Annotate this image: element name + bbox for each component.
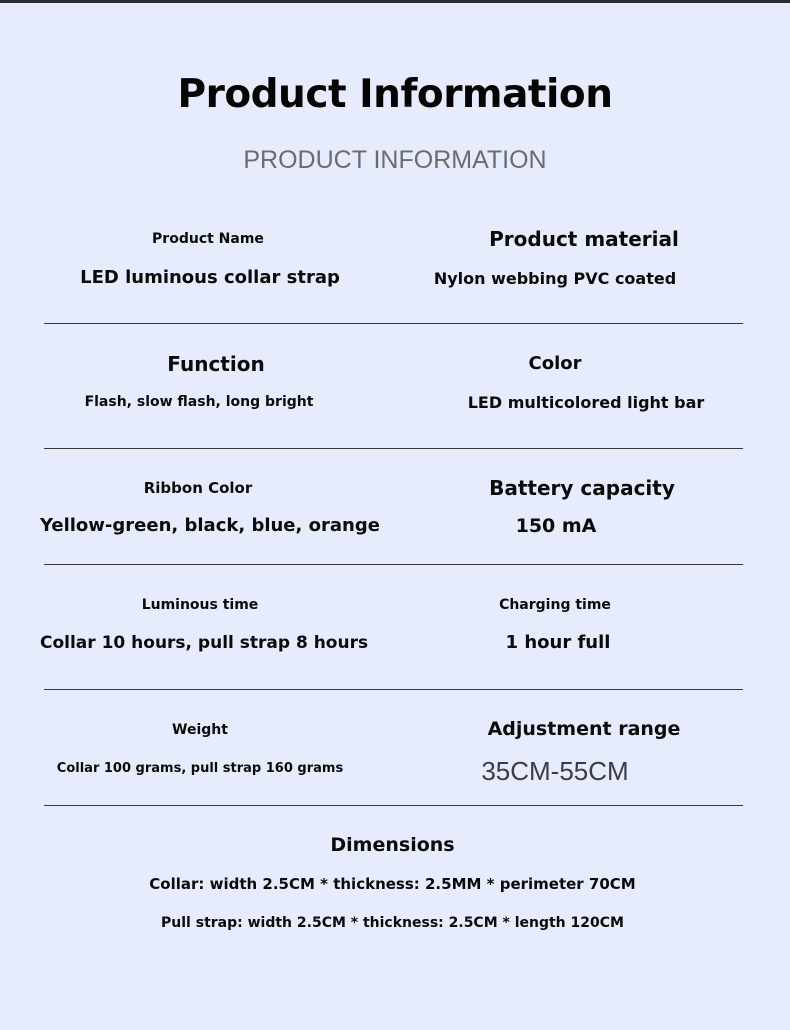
weight-label: Weight: [172, 722, 228, 738]
dimensions-label: Dimensions: [330, 834, 455, 856]
luminous-time-value: Collar 10 hours, pull strap 8 hours: [40, 633, 369, 653]
ribbon-color-label: Ribbon Color: [143, 479, 253, 497]
dimensions-pull-strap: Pull strap: width 2.5CM * thickness: 2.5CM * length 120CM: [161, 915, 624, 931]
divider-4: [44, 689, 743, 690]
charging-time-value: 1 hour full: [505, 632, 611, 653]
battery-capacity-label: Battery capacity: [489, 476, 675, 500]
function-label: Function: [167, 352, 265, 376]
adjustment-range-value: 35CM-55CM: [481, 756, 629, 786]
ribbon-color-value: Yellow-green, black, blue, orange: [40, 515, 380, 536]
charging-time-label: Charging time: [499, 597, 611, 613]
battery-capacity-value: 150 mA: [515, 515, 597, 537]
page-subtitle: PRODUCT INFORMATION: [243, 146, 547, 174]
product-name-value: LED luminous collar strap: [80, 267, 340, 288]
divider-5: [44, 805, 743, 806]
dimensions-collar: Collar: width 2.5CM * thickness: 2.5MM * perimeter 70CM: [149, 875, 636, 893]
divider-1: [44, 323, 743, 324]
color-value: LED multicolored light bar: [467, 393, 705, 412]
top-bar: [0, 0, 790, 3]
function-value: Flash, slow flash, long bright: [84, 394, 314, 410]
product-material-value: Nylon webbing PVC coated: [433, 269, 677, 288]
divider-2: [44, 448, 743, 449]
product-name-label: Product Name: [152, 231, 264, 247]
weight-value: Collar 100 grams, pull strap 160 grams: [56, 761, 344, 776]
color-label: Color: [528, 353, 582, 374]
page-title: Product Information: [177, 72, 613, 117]
product-material-label: Product material: [489, 227, 679, 251]
luminous-time-label: Luminous time: [141, 597, 259, 613]
adjustment-range-label: Adjustment range: [487, 718, 681, 740]
divider-3: [44, 564, 743, 565]
